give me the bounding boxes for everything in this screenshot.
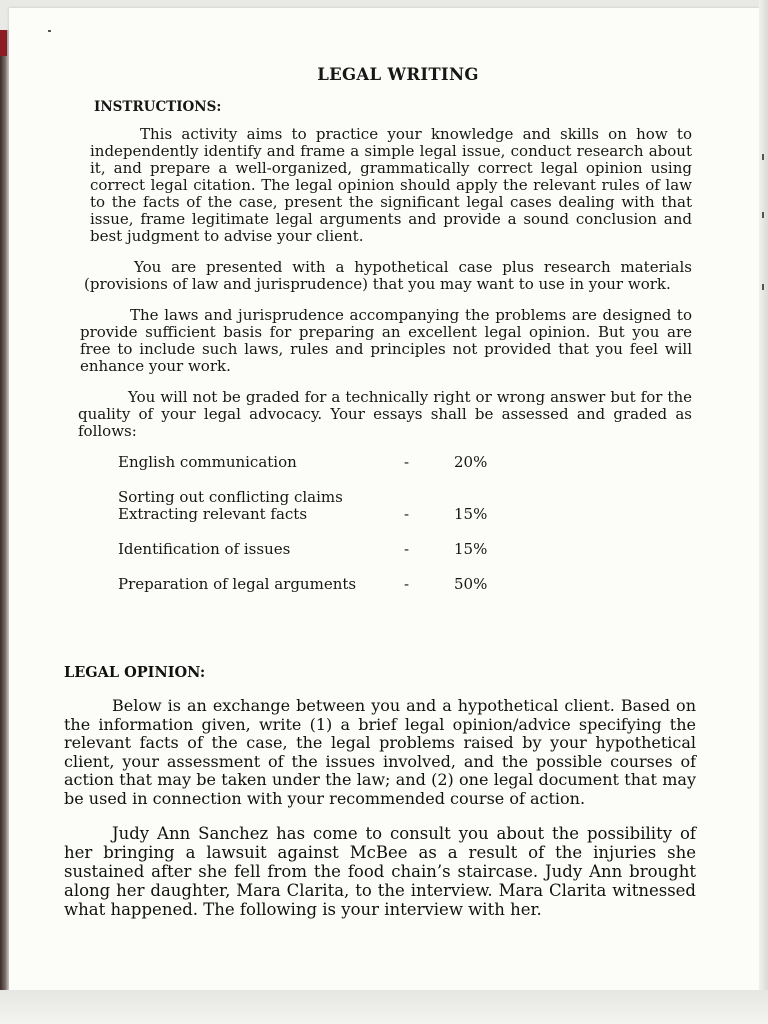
grading-dash: - <box>404 540 410 558</box>
left-edge-shadow <box>0 30 9 990</box>
grading-criterion: English communication <box>118 453 297 471</box>
speck <box>762 284 764 290</box>
grading-row <box>118 489 538 523</box>
grading-percent: 15% <box>454 505 488 523</box>
grading-dash: - <box>404 453 410 471</box>
grading-percent: 15% <box>454 540 488 558</box>
instructions-heading: INSTRUCTIONS: <box>94 99 222 115</box>
grading-criterion: Identification of issues <box>118 540 291 558</box>
instructions-paragraph-3: The laws and jurisprudence accompanying the problems are designed to provide sufficient basis for preparing an excellent legal opinion. But you are free to include such laws, rules and principles not provided that you feel will enhance your work. <box>80 306 692 375</box>
speck <box>48 30 51 32</box>
speck <box>762 212 764 218</box>
legal-opinion-paragraph-1: Below is an exchange between you and a hypothetical client. Based on the information given, write (1) a brief legal opinion/advice specifying the relevant facts of the case, the legal problems raised by your hypothetical client, your assessment of the issues involved, and the possible courses of action that may be taken under the law; and (2) one legal document that may be used in connection with your recommended course of action. <box>64 696 696 808</box>
grading-percent: 20% <box>454 453 488 471</box>
grading-dash: - <box>404 575 410 593</box>
document-body <box>66 66 692 611</box>
legal-opinion-section <box>64 664 696 933</box>
legal-opinion-heading: LEGAL OPINION: <box>64 664 206 681</box>
grading-criterion: Preparation of legal arguments <box>118 575 357 593</box>
legal-opinion-paragraph-2: Judy Ann Sanchez has come to consult you about the possibility of her bringing a lawsuit against McBee as a result of the injuries she sustained after she fell from the food chain’s staircase. Judy Ann brought along her daughter, Mara Clarita, to the interview. Mara Clarita witnessed what happened. The following is your interview with her. <box>64 824 696 919</box>
grading-dash: - <box>404 505 410 523</box>
grading-table <box>118 454 538 593</box>
grading-row <box>118 541 538 558</box>
instructions-paragraph-4: You will not be graded for a technically right or wrong answer but for the quality of your legal advocacy. Your essays shall be assessed and graded as follows: <box>78 388 692 440</box>
grading-row <box>118 576 538 593</box>
instructions-paragraph-1: This activity aims to practice your knowledge and skills on how to independently identify and frame a simple legal issue, conduct research about it, and prepare a well-organized, grammatically correct legal opinion using correct legal citation. The legal opinion should apply the relevant rules of law to the facts of the case, present the significant legal cases dealing with that issue, frame legitimate legal arguments and provide a sound conclusion and best judgment to advise your client. <box>90 125 692 245</box>
grading-row <box>118 454 538 471</box>
instructions-paragraph-2: You are presented with a hypothetical case plus research materials (provisions of law and jurisprudence) that you may want to use in your work. <box>84 258 692 293</box>
document-title: LEGAL WRITING <box>317 65 479 84</box>
grading-criterion: Sorting out conflicting claims Extracting relevant facts <box>118 488 343 523</box>
grading-percent: 50% <box>454 575 488 593</box>
binder-edge <box>0 30 7 56</box>
bottom-edge <box>0 990 768 1024</box>
speck <box>762 154 764 160</box>
